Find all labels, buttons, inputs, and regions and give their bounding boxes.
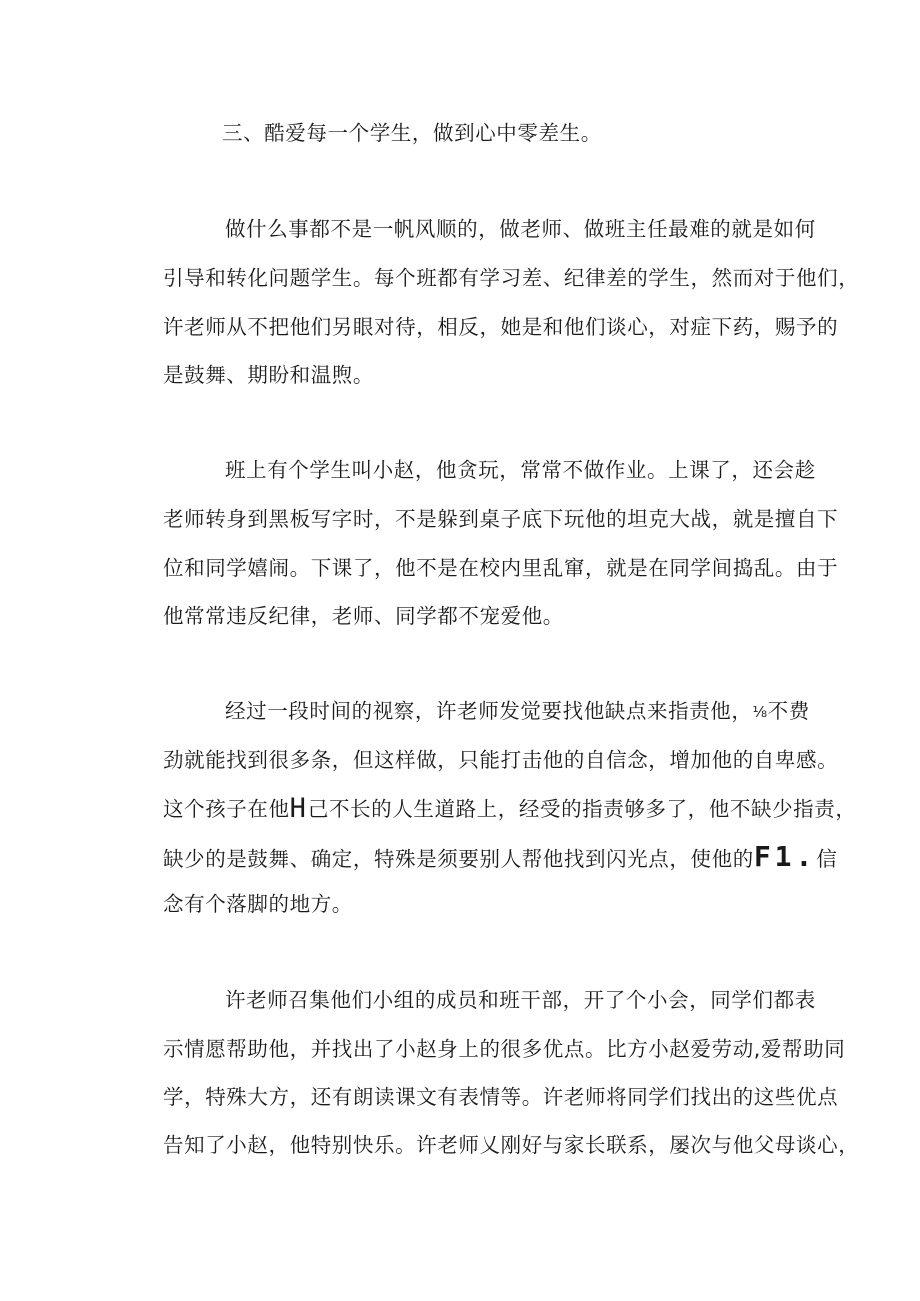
paragraph-4-line-3: 学，特殊大方，还有朗读课文有表情等。许老师将同学们找出的这些优点 (163, 1085, 839, 1109)
paragraph-3-line-1-text-a: 经过一段时间的视察，许老师发觉要找他缺点来指责他， (225, 699, 753, 723)
paragraph-1-line-1: 做什么事都不是一帆风顺的，做老师、做班主任最难的就是如何 (225, 217, 816, 241)
paragraph-3-line-4-text-a: 缺少的是鼓舞、确定，特殊是须要别人帮他找到闪光点，使他的 (163, 847, 754, 871)
paragraph-3-line-5: 念有个落脚的地方。 (163, 892, 353, 916)
paragraph-3-line-4-latin: F1. (753, 840, 817, 873)
paragraph-2-line-3: 位和同学嬉闹。下课了，他不是在校内里乱窜，就是在同学间捣乱。由于 (163, 556, 839, 580)
paragraph-3-line-3-text-a: 这个孩子在他 (163, 797, 290, 821)
paragraph-1-line-4: 是鼓舞、期盼和温煦。 (163, 363, 374, 387)
paragraph-3-line-3 (163, 795, 856, 823)
paragraph-4-line-1: 许老师召集他们小组的成员和班干部，开了个小会，同学们都表 (225, 988, 816, 1012)
paragraph-3-line-2: 劲就能找到很多条，但这样做，只能打击他的自信念，增加他的自卑感。 (163, 748, 839, 772)
paragraph-3-line-1-fraction: ⅛ (752, 703, 768, 721)
paragraph-4-line-4: 告知了小赵，他特别快乐。许老师乂刚好与家长联系，屡次与他父母谈心， (163, 1133, 860, 1157)
paragraph-3-line-1 (225, 697, 810, 726)
paragraph-2-line-1: 班上有个学生叫小赵，他贪玩，常常不做作业。上课了，还会趁 (225, 458, 816, 482)
paragraph-3-line-3-text-b: 己不长的人生道路上，经受的指责够多了，他不缺少指责， (307, 797, 857, 821)
paragraph-1-line-2: 引导和转化问题学生。每个班都有学习差、纪律差的学生，然而对于他们， (163, 266, 860, 290)
paragraph-4-line-2: 示情愿帮助他，并找出了小赵身上的很多优点。比方小赵爱劳动,爱帮助同 (163, 1037, 846, 1061)
paragraph-1-line-3: 许老师从不把他们另眼对待，相反，她是和他们谈心，对症下药，赐予的 (163, 315, 839, 339)
paragraph-3-line-3-latin: H (289, 793, 308, 824)
paragraph-2-line-4: 他常常违反纪律，老师、同学都不宠爱他。 (163, 604, 564, 628)
paragraph-3-line-4-text-b: 信 (816, 847, 838, 871)
paragraph-3-line-1-text-b: 不费 (767, 699, 810, 723)
paragraph-2-line-2: 老师转身到黑板写字时，不是躲到桌子底下玩他的坦克大战，就是擅自下 (163, 507, 839, 531)
paragraph-3-line-4 (163, 840, 838, 873)
section-heading: 三、酷爱每一个学生，做到心中零差生。 (222, 121, 602, 145)
